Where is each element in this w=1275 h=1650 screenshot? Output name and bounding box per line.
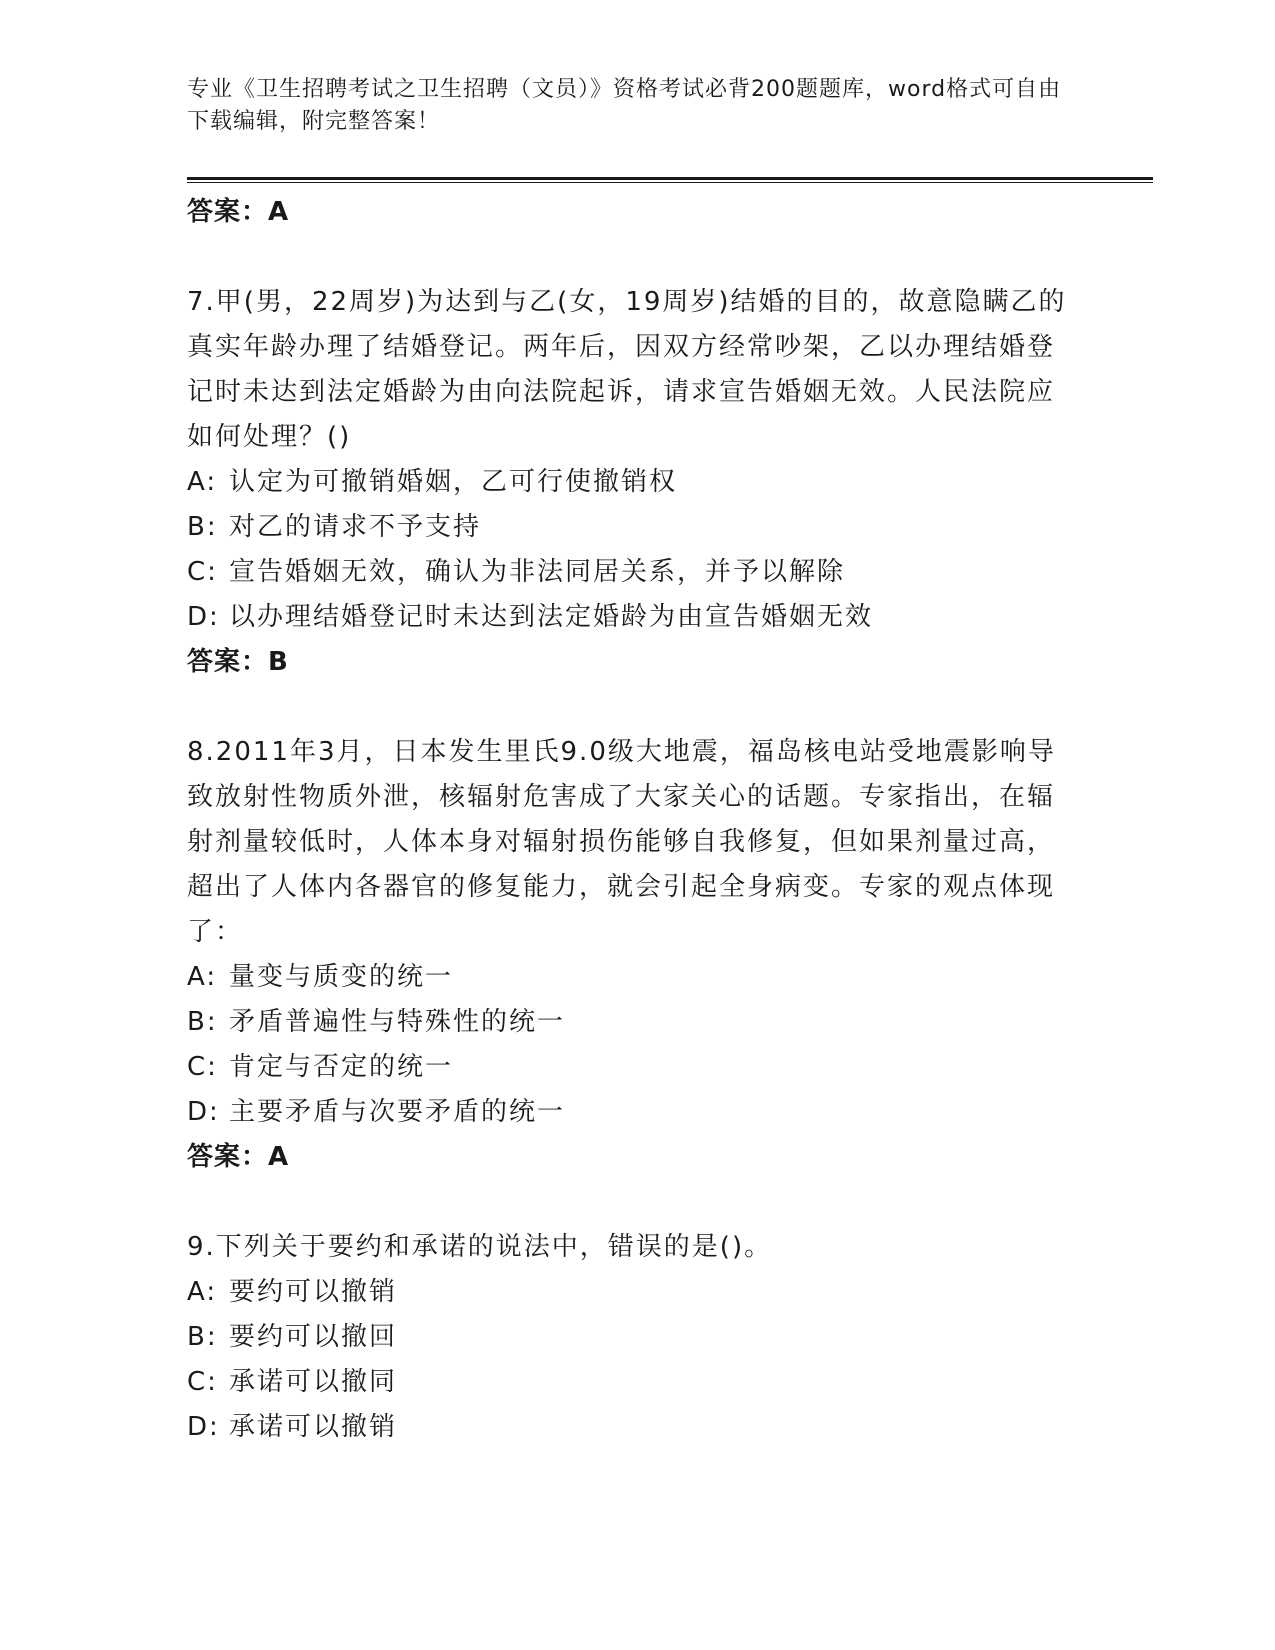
- option-key: A:: [187, 962, 218, 992]
- option-key: A:: [187, 1277, 218, 1307]
- option-a: [187, 955, 1077, 1000]
- option-text: 主要矛盾与次要矛盾的统一: [229, 1097, 566, 1127]
- option-text: 宣告婚姻无效，确认为非法同居关系，并予以解除: [229, 557, 846, 587]
- option-text: 认定为可撤销婚姻，乙可行使撤销权: [229, 467, 678, 497]
- question-block: [187, 1225, 1077, 1450]
- option-key: C:: [187, 557, 218, 587]
- option-text: 要约可以撤回: [229, 1322, 398, 1352]
- answer-line: 答案：A: [187, 1142, 290, 1172]
- option-key: D:: [187, 602, 220, 632]
- option-key: B:: [187, 1322, 218, 1352]
- option-d: [187, 1405, 1077, 1450]
- option-text: 以办理结婚登记时未达到法定婚龄为由宣告婚姻无效: [229, 602, 874, 632]
- option-b: [187, 1000, 1077, 1045]
- option-key: B:: [187, 512, 218, 542]
- question-stem: 8.2011年3月，日本发生里氏9.0级大地震，福岛核电站受地震影响导致放射性物质外泄，核辐射危害成了大家关心的话题。专家指出，在辐射剂量较低时，人体本身对辐射损伤能够自我修复，但如果剂量过高，超出了人体内各器官的修复能力，就会引起全身病变。专家的观点体现了：: [187, 737, 1056, 947]
- answer-line: 答案：B: [187, 647, 289, 677]
- option-text: 对乙的请求不予支持: [229, 512, 482, 542]
- option-c: [187, 1045, 1077, 1090]
- option-c: [187, 550, 1077, 595]
- document-intro: 专业《卫生招聘考试之卫生招聘（文员）》资格考试必背200题题库，word格式可自由下载编辑，附完整答案！: [187, 77, 1062, 134]
- option-text: 矛盾普遍性与特殊性的统一: [229, 1007, 566, 1037]
- option-a: [187, 1270, 1077, 1315]
- question-block: [187, 730, 1077, 1180]
- option-b: [187, 505, 1077, 550]
- answer-line: 答案：A: [187, 197, 290, 227]
- question-stem: 9.下列关于要约和承诺的说法中，错误的是()。: [187, 1232, 773, 1262]
- option-text: 要约可以撤销: [229, 1277, 398, 1307]
- option-key: C:: [187, 1367, 218, 1397]
- option-key: B:: [187, 1007, 218, 1037]
- option-text: 承诺可以撤销: [229, 1412, 398, 1442]
- option-d: [187, 1090, 1077, 1135]
- question-stem: 7.甲(男，22周岁)为达到与乙(女，19周岁)结婚的目的，故意隐瞒乙的真实年龄办理了结婚登记。两年后，因双方经常吵架，乙以办理结婚登记时未达到法定婚龄为由向法院起诉，请求宣告婚姻无效。人民法院应如何处理？(): [187, 287, 1067, 452]
- option-a: [187, 460, 1077, 505]
- question-block: [187, 280, 1077, 685]
- option-text: 量变与质变的统一: [229, 962, 454, 992]
- header-divider-thick: [187, 177, 1153, 180]
- option-d: [187, 595, 1077, 640]
- option-key: D:: [187, 1097, 220, 1127]
- option-text: 肯定与否定的统一: [229, 1052, 454, 1082]
- option-b: [187, 1315, 1077, 1360]
- header-divider-thin: [187, 182, 1153, 183]
- option-c: [187, 1360, 1077, 1405]
- question-list: [187, 190, 1077, 1450]
- option-key: A:: [187, 467, 218, 497]
- option-key: C:: [187, 1052, 218, 1082]
- option-key: D:: [187, 1412, 220, 1442]
- option-text: 承诺可以撤同: [229, 1367, 398, 1397]
